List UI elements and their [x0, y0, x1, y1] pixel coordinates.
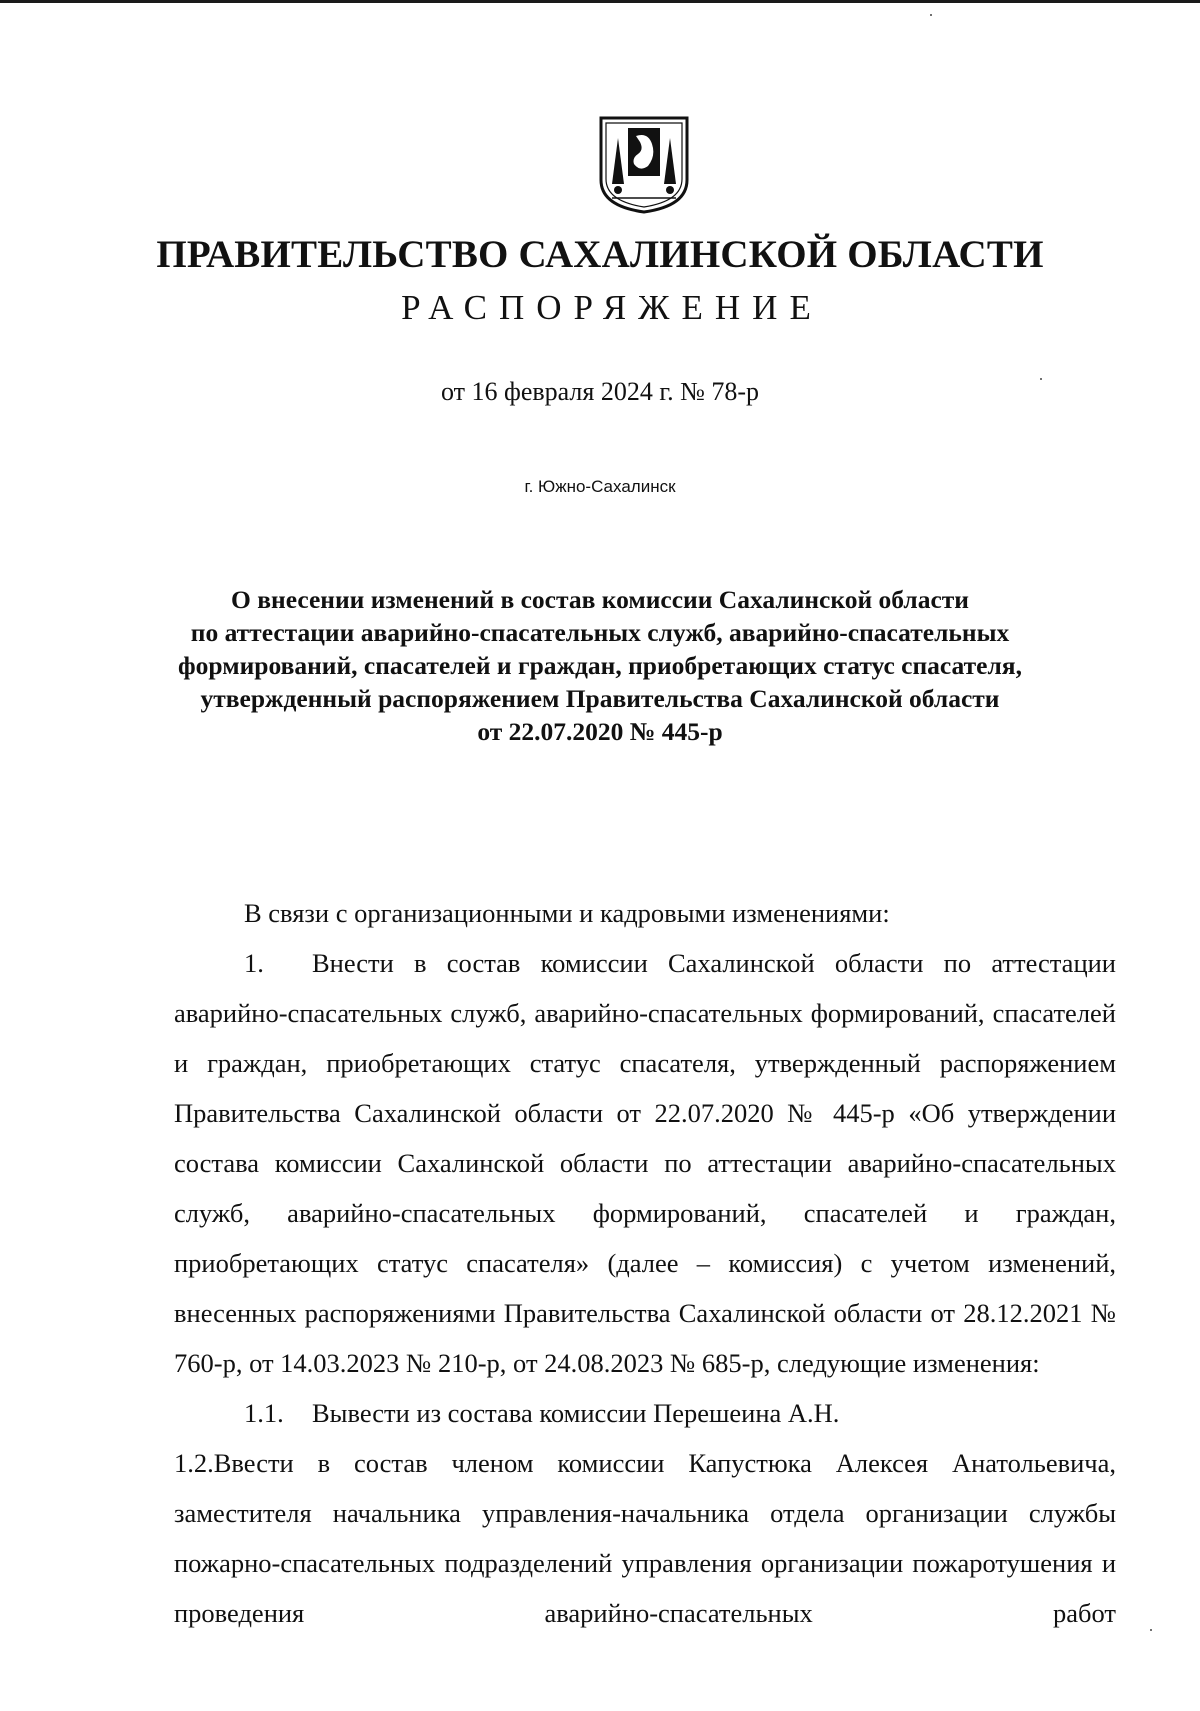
government-title: ПРАВИТЕЛЬСТВО САХАЛИНСКОЙ ОБЛАСТИ [156, 233, 1044, 276]
paragraph-1 [174, 938, 1116, 1388]
document-body [174, 888, 1116, 1638]
scan-speck [930, 14, 932, 16]
top-border-line [0, 0, 1200, 3]
paragraph-number: 1. [244, 948, 264, 978]
sakhalin-coat-of-arms-icon [598, 114, 690, 214]
paragraph-text: Внести в состав комиссии Сахалинской области по аттестации аварийно-спасательных служб, аварийно-спасательных формирований, спасателей и граждан, приобретающих статус спасателя, утвержденный распоряжением Правительства Сахалинской области от 22.07.2020 № 445-р «Об утверждении состава комиссии Сахалинской области по аттестации аварийно-спасательных служб, аварийно-спасательных формирований, спасателей и граждан, приобретающих статус спасателя» (далее – комиссия) с учетом изменений, внесенных распоряжениями Правительства Сахалинской области от 28.12.2021 № 760-р, от 14.03.2023 № 210-р, от 24.08.2023 № 685-р, следующие изменения: [174, 948, 1116, 1378]
intro-paragraph: В связи с организационными и кадровыми изменениями: [244, 898, 890, 928]
document-type: РАСПОРЯЖЕНИЕ [401, 288, 823, 327]
document-subject [170, 583, 1030, 748]
paragraph-number: 1.2. [174, 1448, 214, 1478]
subject-line: утвержденный распоряжением Правительства Сахалинской области [200, 684, 1000, 713]
paragraph-number: 1.1. [244, 1398, 284, 1428]
scan-speck [1150, 1629, 1152, 1631]
paragraph-text: Ввести в состав членом комиссии Капустюка Алексея Анатольевича, заместителя начальника управления-начальника отдела организации службы пожарно-спасательных подразделений управления организации пожаротушения и проведения аварийно-спасательных работ [174, 1448, 1116, 1628]
subject-line: формирований, спасателей и граждан, приобретающих статус спасателя, [178, 651, 1022, 680]
document-place: г. Южно-Сахалинск [524, 477, 676, 496]
subject-line: по аттестации аварийно-спасательных служб, аварийно-спасательных [190, 618, 1010, 647]
paragraph-text: Вывести из состава комиссии Перешеина А.Н. [312, 1398, 840, 1428]
scan-speck [1040, 378, 1042, 380]
document-date-number: от 16 февраля 2024 г. № 78-р [440, 377, 760, 406]
paragraph-1-2 [174, 1438, 1116, 1638]
subject-line: О внесении изменений в состав комиссии Сахалинской области [231, 585, 969, 614]
paragraph-1-1 [174, 1388, 1116, 1438]
subject-line: от 22.07.2020 № 445-р [477, 717, 723, 746]
